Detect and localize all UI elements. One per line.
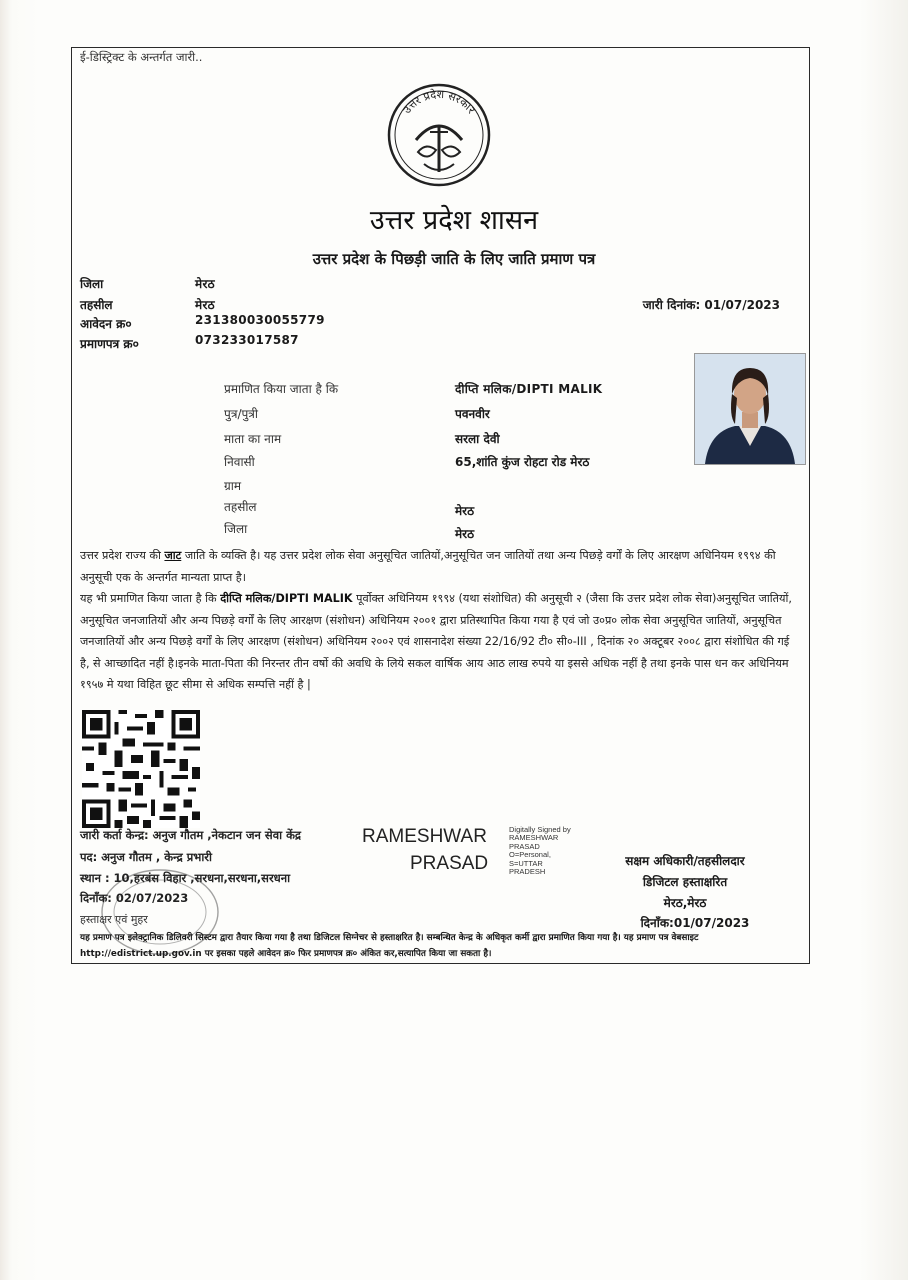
issuer-date: दिनाँक: 02/07/2023 bbox=[80, 891, 189, 905]
authority-digital-signed: डिजिटल हस्ताक्षरित bbox=[642, 875, 728, 889]
field-value-tehsil: मेरठ bbox=[455, 504, 475, 518]
field-value-name: दीप्ति मलिक/DIPTI MALIK bbox=[455, 382, 603, 396]
footer-note: यह प्रमाण पत्र इलेक्ट्रानिक डिलिवरी सिस्टम द्वारा तैयार किया गया है तथा डिजिटल सिग्नेचर से हस्ताक्षरित है। सम्बन्धित केन्द्र के अधिकृत कर्मी द्वारा प्रमाणित किया गया है। यह प्रमाण पत्र वेबसाइट http://edistrict.up.gov.in पर इसका पहले आवेदन क्र० फिर प्रमाणपत्र क्र० अंकित कर,सत्यापित किया जा सकता है। bbox=[80, 933, 699, 959]
creamy-layer-statement bbox=[80, 588, 802, 696]
sign-and-seal-label: हस्ताक्षर एवं मुहर bbox=[80, 913, 148, 926]
authority-location: मेरठ,मेरठ bbox=[663, 896, 707, 910]
meta-value-certificate-no: 073233017587 bbox=[195, 333, 299, 347]
caste-statement bbox=[80, 545, 802, 588]
meta-value-application-no: 231380030055779 bbox=[195, 313, 325, 327]
applicant-photo bbox=[694, 353, 806, 465]
creamy-layer-pre: यह भी प्रमाणित किया जाता है कि bbox=[80, 592, 221, 605]
field-value-district: मेरठ bbox=[455, 527, 475, 541]
caste-statement-pre: उत्तर प्रदेश राज्य की bbox=[80, 549, 165, 562]
field-label-mother-name: माता का नाम bbox=[224, 432, 282, 446]
field-label-village: ग्राम bbox=[224, 479, 242, 493]
field-label-tehsil: तहसील bbox=[224, 500, 257, 514]
authority-date: दिनाँक:01/07/2023 bbox=[640, 916, 750, 930]
meta-label-tehsil: तहसील bbox=[80, 298, 113, 312]
caste-name: जाट bbox=[164, 549, 182, 562]
issue-date: जारी दिनांक: 01/07/2023 bbox=[642, 298, 780, 312]
issuer-place: स्थान : 10,हरबंस विहार ,सरधना,सरधना,सरधना bbox=[80, 871, 291, 885]
authority-title: सक्षम अधिकारी/तहसीलदार bbox=[625, 854, 745, 868]
meta-label-certificate-no: प्रमाणपत्र क्र० bbox=[80, 337, 139, 351]
field-label-certified-that: प्रमाणित किया जाता है कि bbox=[224, 382, 339, 396]
signatory-name-line2: PRASAD bbox=[410, 853, 489, 874]
field-value-parent: पवनवीर bbox=[455, 407, 490, 421]
meta-label-district: जिला bbox=[80, 277, 104, 291]
creamy-layer-post: पूर्वोक्त अधिनियम १९९४ (यथा संशोधित) की अनुसूची २ (जैसा कि उत्तर प्रदेश लोक सेवा)अनुसूचित जातियों, अनुसूचित जनजातियों और अन्य पिछड़े वर्गों के लिए आरक्षण (संशोधन) अधिनियम २००१ द्वारा प्रतिस्थापित किया गया है एवं जो उ०प्र० लोक सेवा अनुसूचित जातियों, अनुसूचित जनजातियों और अन्य पिछड़े वर्गों के लिए आरक्षण (संशोधन) अधिनियम २००२ एवं शासनादेश संख्या 22/16/92 टी० सी०-III , दिनांक २० अक्टूबर २००८ द्वारा संशोधित की गई है, से आच्छादित नहीं है।इनके माता-पिता की निरन्तर तीन वर्षो की अवधि के लिये सकल वार्षिक आय आठ लाख रुपये या इससे अधिक नहीं है तथा इनके पास धन कर अधिनियम १९५७ मे यथा विहित छूट सीमा से अधिक सम्पत्ति नहीं है | bbox=[80, 592, 792, 691]
field-value-mother-name: सरला देवी bbox=[455, 432, 500, 446]
digital-signature-details: Digitally Signed by RAMESHWAR PRASAD O=Personal, S=UTTAR PRADESH bbox=[509, 825, 571, 877]
up-government-emblem bbox=[386, 82, 492, 188]
field-label-resident: निवासी bbox=[224, 455, 255, 469]
signatory-name-line1: RAMESHWAR bbox=[362, 826, 487, 847]
certificate-subtitle: उत्तर प्रदेश के पिछड़ी जाति के लिए जाति प्रमाण पत्र bbox=[312, 250, 596, 268]
meta-value-district: मेरठ bbox=[195, 277, 215, 291]
emblem-lettering: उत्तर प्रदेश सरकार bbox=[400, 87, 478, 117]
caste-statement-post: जाति के व्यक्ति है। यह उत्तर प्रदेश लोक सेवा अनुसूचित जातियों,अनुसूचित जन जातियों तथा अन्य पिछड़े वर्गों के लिए आरक्षण अधिनियम १९९४ की अनुसूची एक के अन्तर्गत मान्यता प्राप्त है। bbox=[80, 549, 776, 584]
meta-label-application-no: आवेदन क्र० bbox=[80, 317, 132, 331]
issuer-centre: जारी कर्ता केन्द्र: अनुज गौतम ,नेकटान जन सेवा केंद्र bbox=[80, 828, 302, 842]
field-label-district: जिला bbox=[224, 522, 248, 536]
header-note: ई-डिस्ट्रिक्ट के अन्तर्गत जारी.. bbox=[80, 50, 203, 64]
field-label-son-daughter-of: पुत्र/पुत्री bbox=[224, 407, 259, 421]
qr-code bbox=[82, 710, 200, 828]
issuer-post: पद: अनुज गौतम , केन्द्र प्रभारी bbox=[80, 850, 212, 864]
field-value-address: 65,शांति कुंज रोहटा रोड मेरठ bbox=[455, 455, 590, 469]
document-title: उत्तर प्रदेश शासन bbox=[369, 205, 539, 236]
meta-value-tehsil: मेरठ bbox=[195, 298, 215, 312]
creamy-layer-name: दीप्ति मलिक/DIPTI MALIK bbox=[220, 592, 353, 605]
